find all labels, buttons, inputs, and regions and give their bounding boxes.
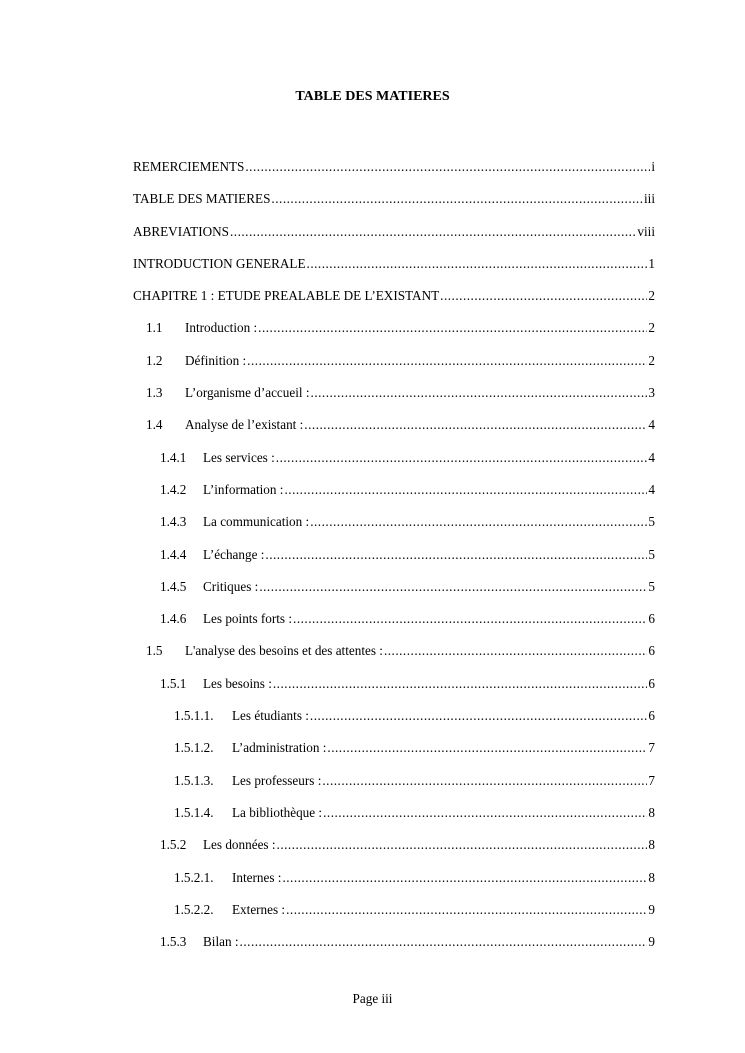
toc-entry-label: Critiques :: [203, 578, 259, 594]
toc-entry-number: 1.4.6: [160, 611, 187, 627]
dot-leader: [271, 190, 643, 208]
toc-entry-number: 1.3: [146, 385, 163, 401]
dot-leader: [307, 255, 648, 273]
toc-entry-page-number: 8: [648, 837, 655, 853]
toc-entry-page-number: 6: [648, 643, 655, 659]
toc-entry[interactable]: [133, 578, 655, 610]
toc-entry[interactable]: [133, 449, 655, 481]
toc-entry[interactable]: [133, 319, 655, 351]
toc-entry-label: Externes :: [232, 901, 286, 917]
toc-entry[interactable]: [133, 481, 655, 513]
toc-entry[interactable]: [133, 287, 655, 319]
toc-entry-page-number: 2: [648, 320, 655, 336]
dot-leader: [240, 933, 648, 951]
toc-entry-number: 1.5.1.3.: [174, 772, 214, 788]
toc-entry-page-number: 6: [648, 675, 655, 691]
toc-entry-page-number: 6: [648, 611, 655, 627]
toc-entry[interactable]: [133, 707, 655, 739]
toc-entry[interactable]: [133, 804, 655, 836]
dot-leader: [311, 384, 648, 402]
toc-entry-page-number: 5: [648, 546, 655, 562]
toc-entry[interactable]: [133, 416, 655, 448]
toc-entry-page-number: 3: [648, 385, 655, 401]
toc-entry-label: INTRODUCTION GENERALE: [133, 255, 306, 271]
dot-leader: [277, 836, 648, 854]
dot-leader: [286, 901, 647, 919]
dot-leader: [304, 416, 647, 434]
dot-leader: [265, 546, 647, 564]
toc-entry-label: Définition :: [185, 352, 247, 368]
dot-leader: [247, 352, 647, 370]
dot-leader: [276, 449, 648, 467]
toc-entry[interactable]: [133, 675, 655, 707]
toc-entry-label: Internes :: [232, 869, 282, 885]
toc-entry[interactable]: [133, 642, 655, 674]
toc-entry-page-number: 8: [648, 804, 655, 820]
toc-entry-number: 1.4.1: [160, 449, 187, 465]
toc-entry-label: ABREVIATIONS: [133, 223, 229, 239]
toc-entry-page-number: 7: [648, 740, 655, 756]
toc-entry-page-number: 7: [648, 772, 655, 788]
dot-leader: [284, 481, 647, 499]
toc-entry[interactable]: [133, 933, 655, 965]
toc-entry-number: 1.4.2: [160, 481, 187, 497]
toc-entry-label: Les étudiants :: [232, 708, 309, 724]
toc-entry-number: 1.5.1.4.: [174, 804, 214, 820]
toc-entry-page-number: 5: [648, 514, 655, 530]
toc-entry-label: L’administration :: [232, 740, 327, 756]
toc-entry-number: 1.4.3: [160, 514, 187, 530]
dot-leader: [440, 287, 647, 305]
toc-entry-number: 1.5.1.2.: [174, 740, 214, 756]
toc-entry-label: Introduction :: [185, 320, 258, 336]
toc-entry[interactable]: [133, 384, 655, 416]
toc-entry-label: Les données :: [203, 837, 276, 853]
table-of-contents: [133, 158, 655, 965]
toc-entry-number: 1.5: [146, 643, 163, 659]
toc-entry-page-number: viii: [637, 223, 655, 239]
toc-entry-page-number: 9: [648, 901, 655, 917]
toc-entry[interactable]: [133, 546, 655, 578]
toc-entry-label: CHAPITRE 1 : ETUDE PREALABLE DE L’EXISTANT: [133, 288, 440, 304]
toc-entry-page-number: 4: [648, 449, 655, 465]
dot-leader: [384, 642, 647, 660]
toc-entry-page-number: 6: [648, 708, 655, 724]
dot-leader: [273, 675, 648, 693]
toc-entry-page-number: 8: [648, 869, 655, 885]
dot-leader: [323, 804, 647, 822]
toc-entry-label: L'analyse des besoins et des attentes :: [185, 643, 383, 659]
page-title: TABLE DES MATIERES: [295, 89, 450, 104]
toc-entry-label: L’échange :: [203, 546, 265, 562]
toc-entry-page-number: i: [651, 159, 655, 174]
toc-entry-page-number: 2: [648, 288, 655, 304]
toc-entry-label: La bibliothèque :: [232, 804, 323, 820]
toc-entry[interactable]: [133, 352, 655, 384]
toc-entry[interactable]: [133, 610, 655, 642]
toc-entry-page-number: 4: [648, 417, 655, 433]
dot-leader: [259, 578, 647, 596]
toc-entry-label: Les besoins :: [203, 675, 272, 691]
toc-entry-number: 1.5.2: [160, 837, 187, 853]
toc-entry[interactable]: [133, 836, 655, 868]
toc-entry-number: 1.5.2.1.: [174, 869, 214, 885]
page-footer: Page iii: [352, 991, 393, 1006]
dot-leader: [327, 739, 647, 757]
toc-entry[interactable]: [133, 513, 655, 545]
toc-entry-label: TABLE DES MATIERES: [133, 191, 271, 207]
dot-leader: [310, 707, 647, 725]
toc-entry[interactable]: [133, 158, 655, 190]
toc-entry-label: REMERCIEMENTS: [133, 159, 245, 174]
toc-entry-number: 1.5.1.1.: [174, 708, 214, 724]
toc-entry-number: 1.4.4: [160, 546, 187, 562]
toc-entry-label: L’information :: [203, 481, 284, 497]
toc-entry[interactable]: [133, 772, 655, 804]
toc-entry-label: Bilan :: [203, 934, 239, 950]
toc-entry-page-number: iii: [644, 191, 655, 207]
dot-leader: [310, 513, 647, 531]
toc-entry[interactable]: [133, 739, 655, 771]
toc-entry-page-number: 5: [648, 578, 655, 594]
dot-leader: [258, 319, 647, 337]
toc-entry[interactable]: [133, 255, 655, 287]
dot-leader: [293, 610, 647, 628]
toc-entry-page-number: 9: [648, 934, 655, 950]
dot-leader: [245, 158, 650, 176]
toc-entry-label: La communication :: [203, 514, 310, 530]
toc-entry-number: 1.5.2.2.: [174, 901, 214, 917]
dot-leader: [322, 772, 647, 790]
toc-entry-page-number: 4: [648, 481, 655, 497]
toc-entry[interactable]: [133, 869, 655, 901]
toc-entry-label: Analyse de l’existant :: [185, 417, 304, 433]
toc-entry[interactable]: [133, 223, 655, 255]
toc-entry-number: 1.4: [146, 417, 163, 433]
toc-entry-page-number: 1: [648, 255, 655, 271]
toc-entry-label: Les professeurs :: [232, 772, 322, 788]
toc-entry[interactable]: [133, 190, 655, 222]
toc-entry-label: Les services :: [203, 449, 275, 465]
toc-entry-number: 1.5.1: [160, 675, 187, 691]
toc-entry-label: Les points forts :: [203, 611, 293, 627]
toc-entry-page-number: 2: [648, 352, 655, 368]
toc-entry-label: L’organisme d’accueil :: [185, 385, 310, 401]
toc-entry-number: 1.5.3: [160, 934, 187, 950]
toc-entry[interactable]: [133, 901, 655, 933]
dot-leader: [230, 223, 636, 241]
toc-entry-number: 1.4.5: [160, 578, 187, 594]
dot-leader: [282, 869, 647, 887]
toc-entry-number: 1.2: [146, 352, 163, 368]
toc-entry-number: 1.1: [146, 320, 163, 336]
